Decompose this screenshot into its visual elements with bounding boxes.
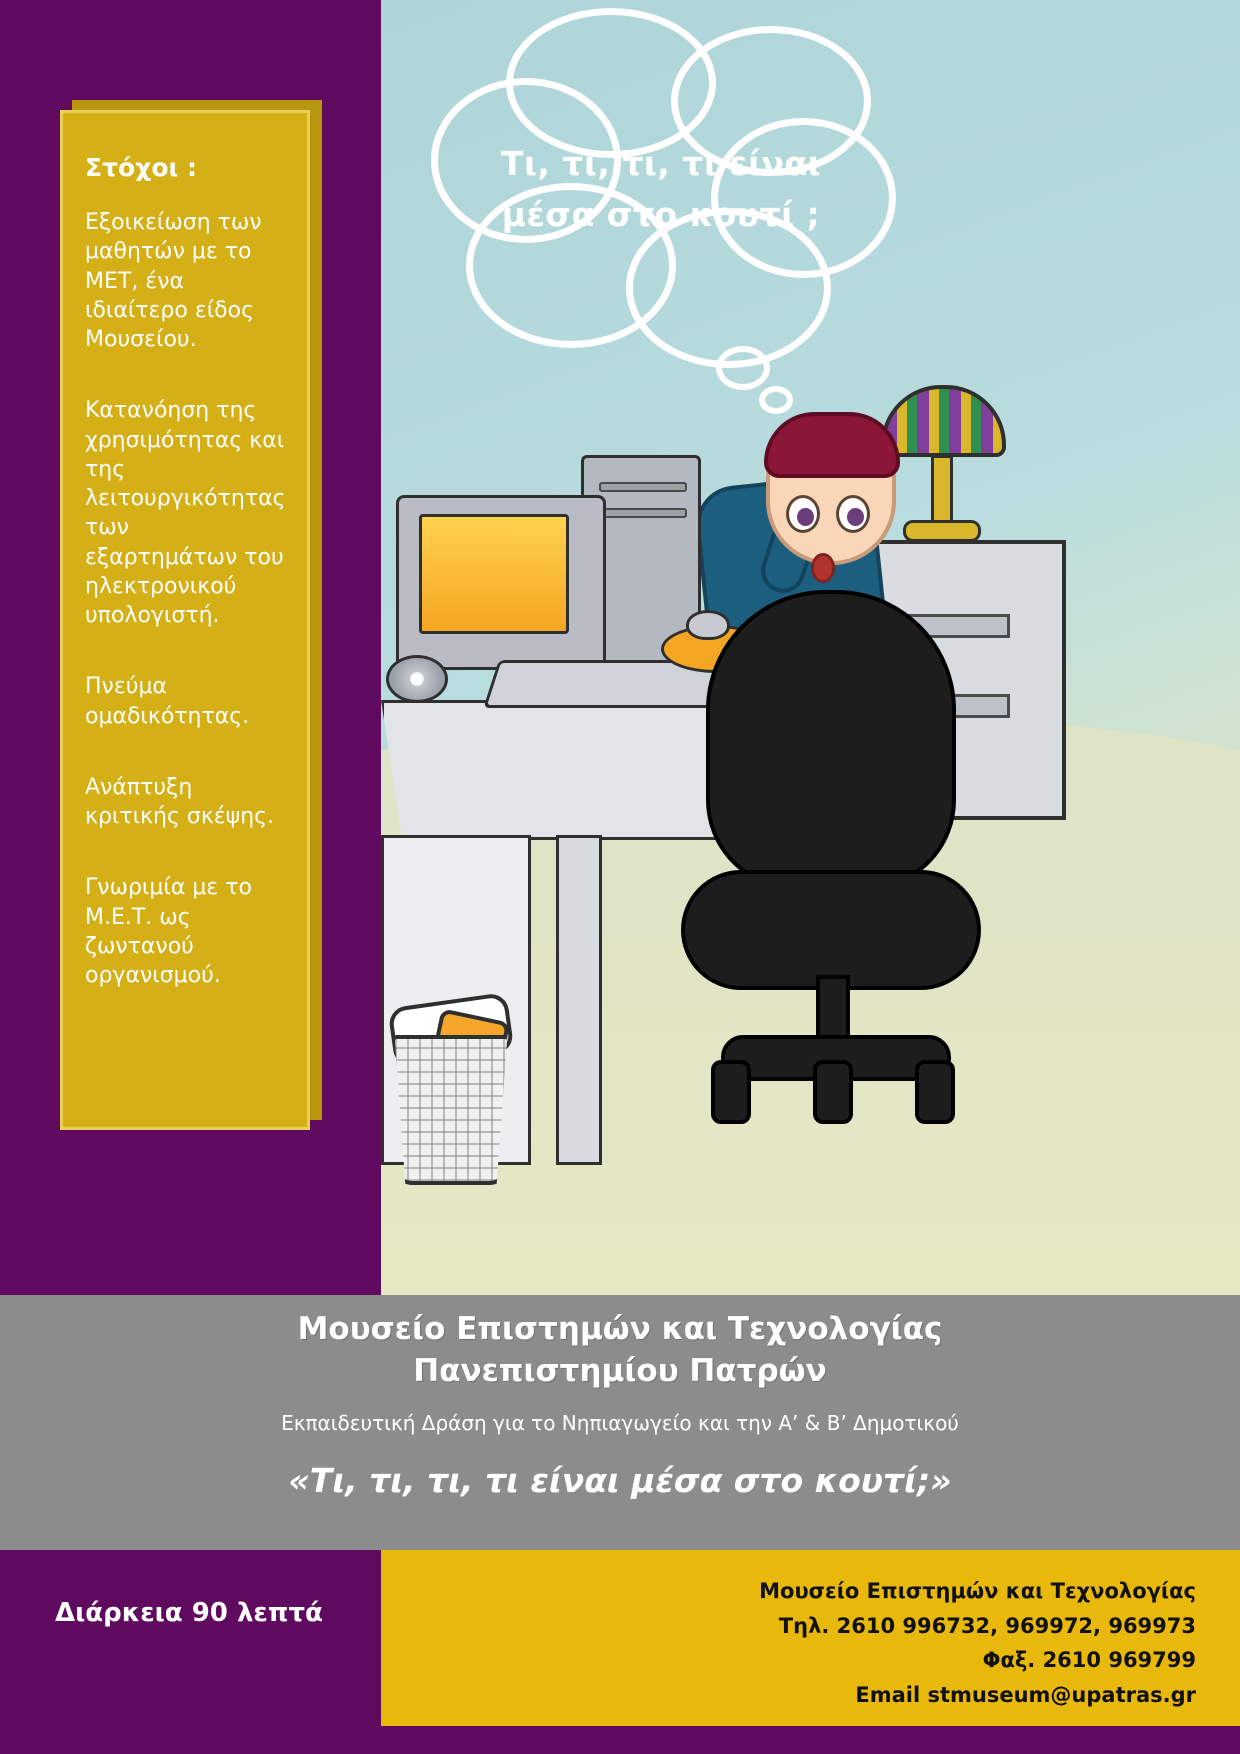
title-band bbox=[0, 1295, 1240, 1550]
goals-item: Εξοικείωση των μαθητών με το ΜΕΤ, ένα ιδιαίτερο είδος Μουσείου. bbox=[85, 210, 262, 352]
chair-foot bbox=[915, 1060, 955, 1124]
duration-label: Διάρκεια 90 λεπτά bbox=[55, 1598, 323, 1628]
bubble-tail-small bbox=[759, 386, 793, 414]
footer-purple-panel bbox=[0, 1550, 381, 1754]
waste-bin bbox=[391, 1035, 511, 1185]
goals-item: Γνωριμία με το Μ.Ε.Τ. ως ζωντανού οργανισμού. bbox=[85, 875, 252, 988]
goals-item: Ανάπτυξη κριτικής σκέψης. bbox=[85, 774, 275, 829]
computer-mouse bbox=[686, 610, 730, 640]
chair-backrest bbox=[706, 590, 956, 890]
goals-item: Κατανόηση της χρησιμότητας και της λειτουργικότητας των εξαρτημάτων του ηλεκτρονικού υπολογιστή. bbox=[85, 398, 286, 628]
footer-strip bbox=[0, 1550, 1240, 1754]
boy-eye-right bbox=[836, 495, 870, 533]
program-quote: «Τι, τι, τι, τι είναι μέσα στο κουτί;» bbox=[288, 1460, 952, 1500]
contact-email: Email stmuseum@upatras.gr bbox=[855, 1682, 1196, 1707]
tower-drive-slot bbox=[599, 482, 687, 492]
goals-title: Στόχοι : bbox=[85, 153, 197, 182]
tower-drive-slot bbox=[599, 508, 687, 518]
chair-foot bbox=[711, 1060, 751, 1124]
thought-bubble bbox=[411, 8, 911, 398]
footer-bottom-bar bbox=[0, 1726, 1240, 1754]
goals-item: Πνεύμα ομαδικότητας. bbox=[85, 674, 250, 729]
program-subtitle: Εκπαιδευτική Δράση για το Νηπιαγωγείο και την Α’ & Β’ Δημοτικού bbox=[281, 1410, 959, 1435]
museum-title-line2: Πανεπιστημίου Πατρών bbox=[413, 1352, 827, 1389]
contact-block bbox=[759, 1574, 1196, 1713]
lamp-neck bbox=[931, 455, 953, 525]
contact-name: Μουσείο Επιστημών και Τεχνολογίας bbox=[759, 1579, 1196, 1603]
contact-fax: Φαξ. 2610 969799 bbox=[982, 1648, 1196, 1673]
boy-hair bbox=[764, 412, 900, 478]
illustration-area bbox=[381, 0, 1240, 1295]
lamp-base bbox=[903, 520, 981, 542]
desk-leg bbox=[556, 835, 602, 1165]
chair-seat bbox=[681, 870, 981, 990]
boy-mouth bbox=[811, 553, 835, 583]
chair-foot bbox=[813, 1060, 853, 1124]
museum-title-line1: Μουσείο Επιστημών και Τεχνολογίας bbox=[297, 1311, 943, 1347]
monitor-screen bbox=[419, 514, 569, 634]
thought-bubble-text: Τι, τι, τι, τι είναι μέσα στο κουτί ; bbox=[501, 144, 821, 235]
cd-disc bbox=[386, 655, 448, 703]
computer-monitor bbox=[396, 495, 606, 670]
contact-phone: Τηλ. 2610 996732, 969972, 969973 bbox=[778, 1613, 1196, 1638]
boy-eye-left bbox=[786, 495, 820, 533]
bubble-tail-large bbox=[716, 346, 770, 390]
goals-box bbox=[60, 110, 310, 1130]
